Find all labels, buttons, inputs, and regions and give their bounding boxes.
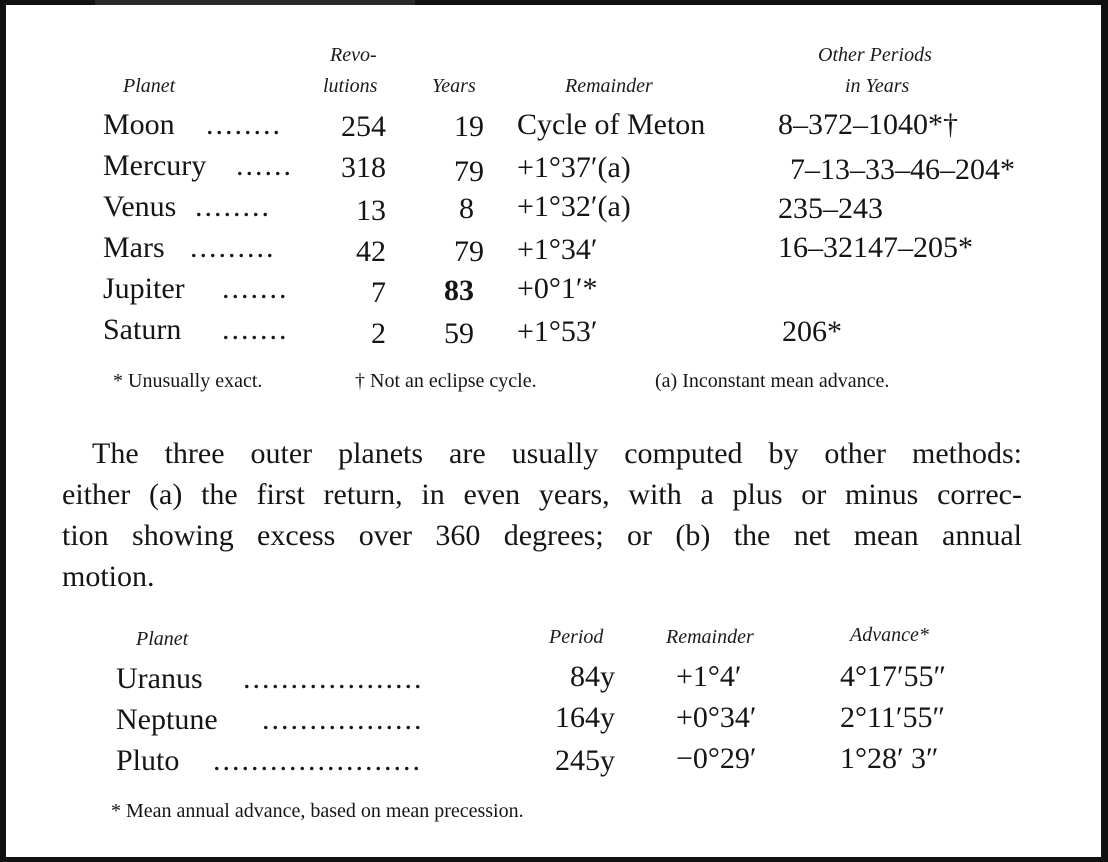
t1-leader-dots: ....... — [222, 313, 289, 346]
t1-other-periods: 235–243 — [778, 192, 883, 225]
t1-header-other-line1: Other Periods — [818, 44, 932, 66]
t1-years: 8 — [459, 192, 474, 225]
t2-leader-dots: ................... — [243, 662, 424, 695]
t1-remainder: Cycle of Meton — [517, 108, 706, 141]
t1-years: 59 — [444, 317, 474, 350]
t1-revolutions: 42 — [356, 235, 386, 268]
paragraph-line: The three outer planets are usually computed by other methods: — [92, 437, 1022, 470]
t2-remainder: +1°4′ — [676, 660, 742, 693]
t2-planet: Uranus — [116, 662, 203, 695]
t1-planet: Saturn — [103, 313, 182, 346]
footnote-unusually-exact: * Unusually exact. — [113, 370, 263, 392]
t2-header-planet: Planet — [136, 628, 189, 650]
paragraph-line: motion. — [62, 560, 155, 593]
t2-period: 164y — [555, 701, 615, 734]
t1-other-periods: 7–13–33–46–204* — [790, 153, 1015, 186]
t1-years: 19 — [454, 110, 484, 143]
t1-other-periods: 16–32147–205* — [778, 231, 973, 264]
t1-leader-dots: ......... — [190, 231, 276, 264]
body-paragraph — [62, 433, 1022, 597]
t1-planet: Venus — [103, 190, 177, 223]
t1-header-years: Years — [432, 75, 476, 97]
t2-leader-dots: ...................... — [213, 744, 422, 777]
t1-planet: Mars — [103, 231, 165, 264]
t1-header-other-line2: in Years — [845, 75, 910, 97]
t1-planet: Mercury — [103, 149, 207, 182]
t1-leader-dots: ...... — [236, 149, 293, 182]
t1-header-revolutions-line2: lutions — [323, 75, 378, 97]
t2-header-remainder: Remainder — [666, 626, 754, 648]
t1-remainder: +0°1′* — [517, 272, 598, 305]
paragraph-line: tion showing excess over 360 degrees; or (b) the net mean annual — [62, 519, 1022, 552]
t2-advance: 1°28′ 3″ — [840, 742, 939, 775]
t2-remainder: −0°29′ — [676, 742, 757, 775]
footnote-inconstant: (a) Inconstant mean advance. — [655, 370, 890, 392]
t1-revolutions: 2 — [371, 317, 386, 350]
t2-header-advance: Advance* — [850, 624, 929, 646]
t1-other-periods: 206* — [782, 315, 842, 348]
t1-years: 83 — [444, 274, 474, 307]
t2-planet: Neptune — [116, 703, 218, 736]
t1-revolutions: 13 — [356, 194, 386, 227]
t2-header-period: Period — [549, 626, 604, 648]
t1-revolutions: 7 — [371, 276, 386, 309]
t2-leader-dots: ................. — [262, 703, 424, 736]
t1-leader-dots: ....... — [222, 272, 289, 305]
t1-revolutions: 254 — [341, 110, 386, 143]
t2-remainder: +0°34′ — [676, 701, 757, 734]
t1-revolutions: 318 — [341, 151, 386, 184]
t1-leader-dots: ........ — [195, 190, 271, 223]
t1-header-remainder: Remainder — [565, 75, 653, 97]
footnote-mean-annual-advance: * Mean annual advance, based on mean precession. — [111, 800, 524, 822]
t1-planet: Jupiter — [103, 272, 185, 305]
footnote-not-eclipse: † Not an eclipse cycle. — [355, 370, 537, 392]
t2-period: 84y — [570, 660, 615, 693]
t1-header-revolutions-line1: Revo- — [330, 44, 377, 66]
cropped-text-remnant — [95, 0, 415, 5]
t2-advance: 4°17′55″ — [840, 660, 947, 693]
t1-remainder: +1°34′ — [517, 233, 598, 266]
t1-other-periods: 8–372–1040*† — [778, 108, 958, 141]
t1-planet: Moon — [103, 108, 175, 141]
t1-remainder: +1°53′ — [517, 315, 598, 348]
t1-years: 79 — [454, 155, 484, 188]
t1-header-planet: Planet — [123, 75, 176, 97]
t2-advance: 2°11′55″ — [840, 701, 945, 734]
t2-period: 245y — [555, 744, 615, 777]
t1-leader-dots: ........ — [206, 108, 282, 141]
t1-years: 79 — [454, 235, 484, 268]
paragraph-line: either (a) the first return, in even years, with a plus or minus correc- — [62, 478, 1022, 511]
t1-remainder: +1°37′(a) — [517, 151, 631, 184]
t2-planet: Pluto — [116, 744, 180, 777]
t1-remainder: +1°32′(a) — [517, 190, 631, 223]
